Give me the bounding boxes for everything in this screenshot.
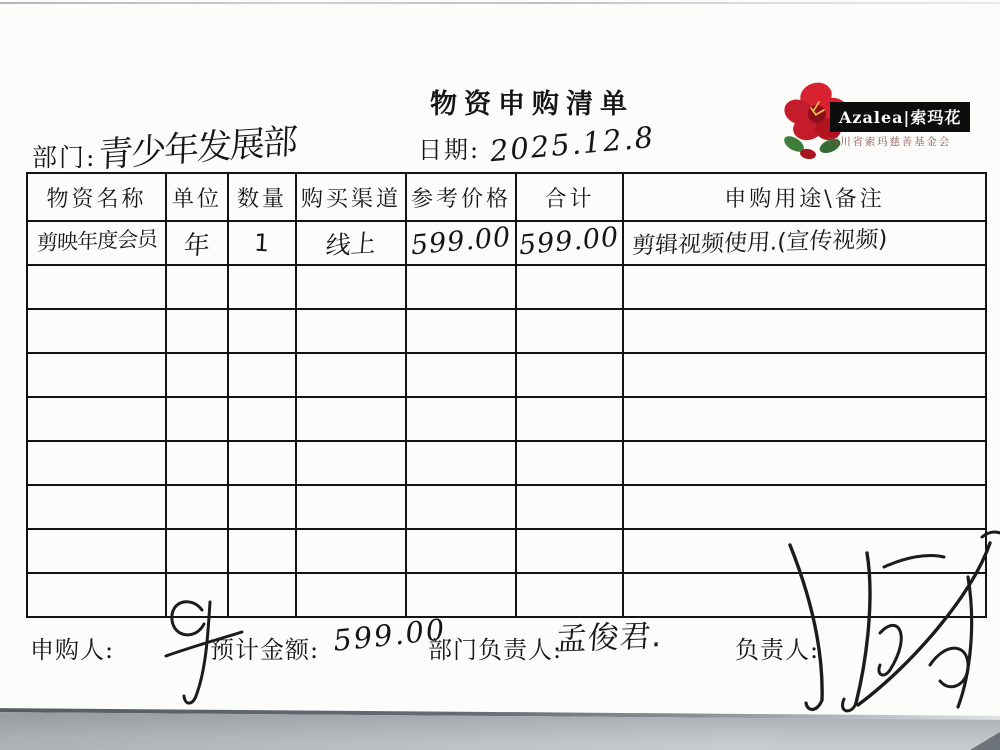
purchase-table-body	[27, 221, 986, 617]
date-value-handwritten: 2025.12.8	[488, 119, 657, 169]
empty-cell	[623, 529, 986, 573]
empty-cell	[166, 529, 228, 573]
empty-cell	[516, 397, 623, 441]
department-label: 部门:	[32, 143, 97, 172]
header-item-name: 物资名称	[27, 173, 166, 221]
table-empty-row	[27, 265, 986, 309]
empty-cell	[406, 529, 516, 573]
table-header-row	[27, 173, 986, 221]
applicant-label: 申购人:	[30, 636, 115, 664]
empty-cell	[228, 529, 296, 573]
date-label: 日期:	[418, 136, 481, 164]
scan-paper-bottom-edge	[0, 708, 1000, 750]
department-head-signature: 孟俊君.	[554, 618, 664, 658]
empty-cell	[166, 265, 228, 309]
table-empty-row	[27, 309, 986, 353]
empty-cell	[516, 529, 623, 573]
empty-cell	[228, 397, 296, 441]
empty-cell	[516, 441, 623, 485]
empty-cell	[623, 397, 986, 441]
empty-cell	[406, 573, 516, 617]
cell-unit	[166, 221, 228, 265]
empty-cell	[406, 397, 516, 441]
empty-cell	[516, 485, 623, 529]
quantity-handwritten: 1	[253, 228, 271, 258]
empty-cell	[166, 397, 228, 441]
header-quantity: 数量	[228, 173, 296, 221]
table-empty-row	[27, 529, 986, 573]
table-empty-row	[27, 353, 986, 397]
empty-cell	[623, 441, 986, 485]
empty-cell	[296, 309, 406, 353]
empty-cell	[27, 353, 166, 397]
header-unit: 单位	[166, 173, 228, 221]
empty-cell	[166, 353, 228, 397]
empty-cell	[166, 309, 228, 353]
empty-cell	[228, 265, 296, 309]
empty-cell	[27, 265, 166, 309]
department-value-handwritten: 青少年发展部	[98, 121, 298, 176]
empty-cell	[406, 309, 516, 353]
empty-cell	[296, 353, 406, 397]
scan-artifact-top-line	[0, 2, 1000, 4]
empty-cell	[406, 485, 516, 529]
empty-cell	[296, 529, 406, 573]
empty-cell	[516, 309, 623, 353]
department-head-label: 部门负责人:	[428, 636, 563, 664]
empty-cell	[166, 573, 228, 617]
purpose-handwritten: 剪辑视频使用.(宣传视频)	[631, 226, 889, 259]
item-name-handwritten: 剪映年度会员	[36, 226, 157, 256]
department-row	[32, 121, 298, 177]
empty-cell	[27, 309, 166, 353]
empty-cell	[27, 485, 166, 529]
unit-handwritten: 年	[182, 229, 211, 262]
cell-item-name	[27, 221, 166, 265]
empty-cell	[406, 353, 516, 397]
empty-cell	[166, 441, 228, 485]
empty-cell	[296, 265, 406, 309]
org-logo	[778, 74, 996, 164]
empty-cell	[296, 397, 406, 441]
header-total: 合计	[516, 173, 623, 221]
header-reference-price: 参考价格	[406, 173, 516, 221]
empty-cell	[166, 485, 228, 529]
estimated-amount-handwritten: 599.00	[331, 612, 448, 658]
empty-cell	[27, 441, 166, 485]
total-handwritten: 599.00	[517, 221, 621, 261]
logo-org-name: 四川省索玛慈善基金会	[828, 136, 951, 148]
reference-price-handwritten: 599.00	[409, 221, 513, 261]
empty-cell	[228, 309, 296, 353]
purchase-table	[26, 172, 987, 618]
table-data-row	[27, 221, 986, 265]
cell-reference-price	[406, 221, 516, 265]
empty-cell	[228, 441, 296, 485]
empty-cell	[516, 573, 623, 617]
form-title: 物资申购清单	[430, 89, 634, 120]
empty-cell	[516, 353, 623, 397]
table-empty-row	[27, 397, 986, 441]
header-purpose: 申购用途\备注	[623, 173, 986, 221]
head-label: 负责人:	[735, 636, 820, 664]
empty-cell	[228, 573, 296, 617]
table-empty-row	[27, 441, 986, 485]
cell-purpose	[623, 221, 986, 265]
empty-cell	[623, 485, 986, 529]
empty-cell	[296, 441, 406, 485]
cell-total	[516, 221, 623, 265]
empty-cell	[27, 529, 166, 573]
empty-cell	[296, 573, 406, 617]
empty-cell	[623, 573, 986, 617]
logo-brand-badge: Azalea|索玛花	[830, 102, 970, 132]
empty-cell	[406, 441, 516, 485]
table-empty-row	[27, 573, 986, 617]
empty-cell	[228, 485, 296, 529]
empty-cell	[623, 265, 986, 309]
empty-cell	[27, 397, 166, 441]
header-channel: 购买渠道	[296, 173, 406, 221]
empty-cell	[623, 353, 986, 397]
date-row	[418, 119, 657, 169]
estimated-amount-label: 预计金额:	[210, 636, 320, 664]
empty-cell	[516, 265, 623, 309]
cell-channel	[296, 221, 406, 265]
empty-cell	[623, 309, 986, 353]
empty-cell	[296, 485, 406, 529]
empty-cell	[406, 265, 516, 309]
cell-quantity	[228, 221, 296, 265]
empty-cell	[228, 353, 296, 397]
channel-handwritten: 线上	[324, 228, 378, 261]
empty-cell	[27, 573, 166, 617]
table-empty-row	[27, 485, 986, 529]
